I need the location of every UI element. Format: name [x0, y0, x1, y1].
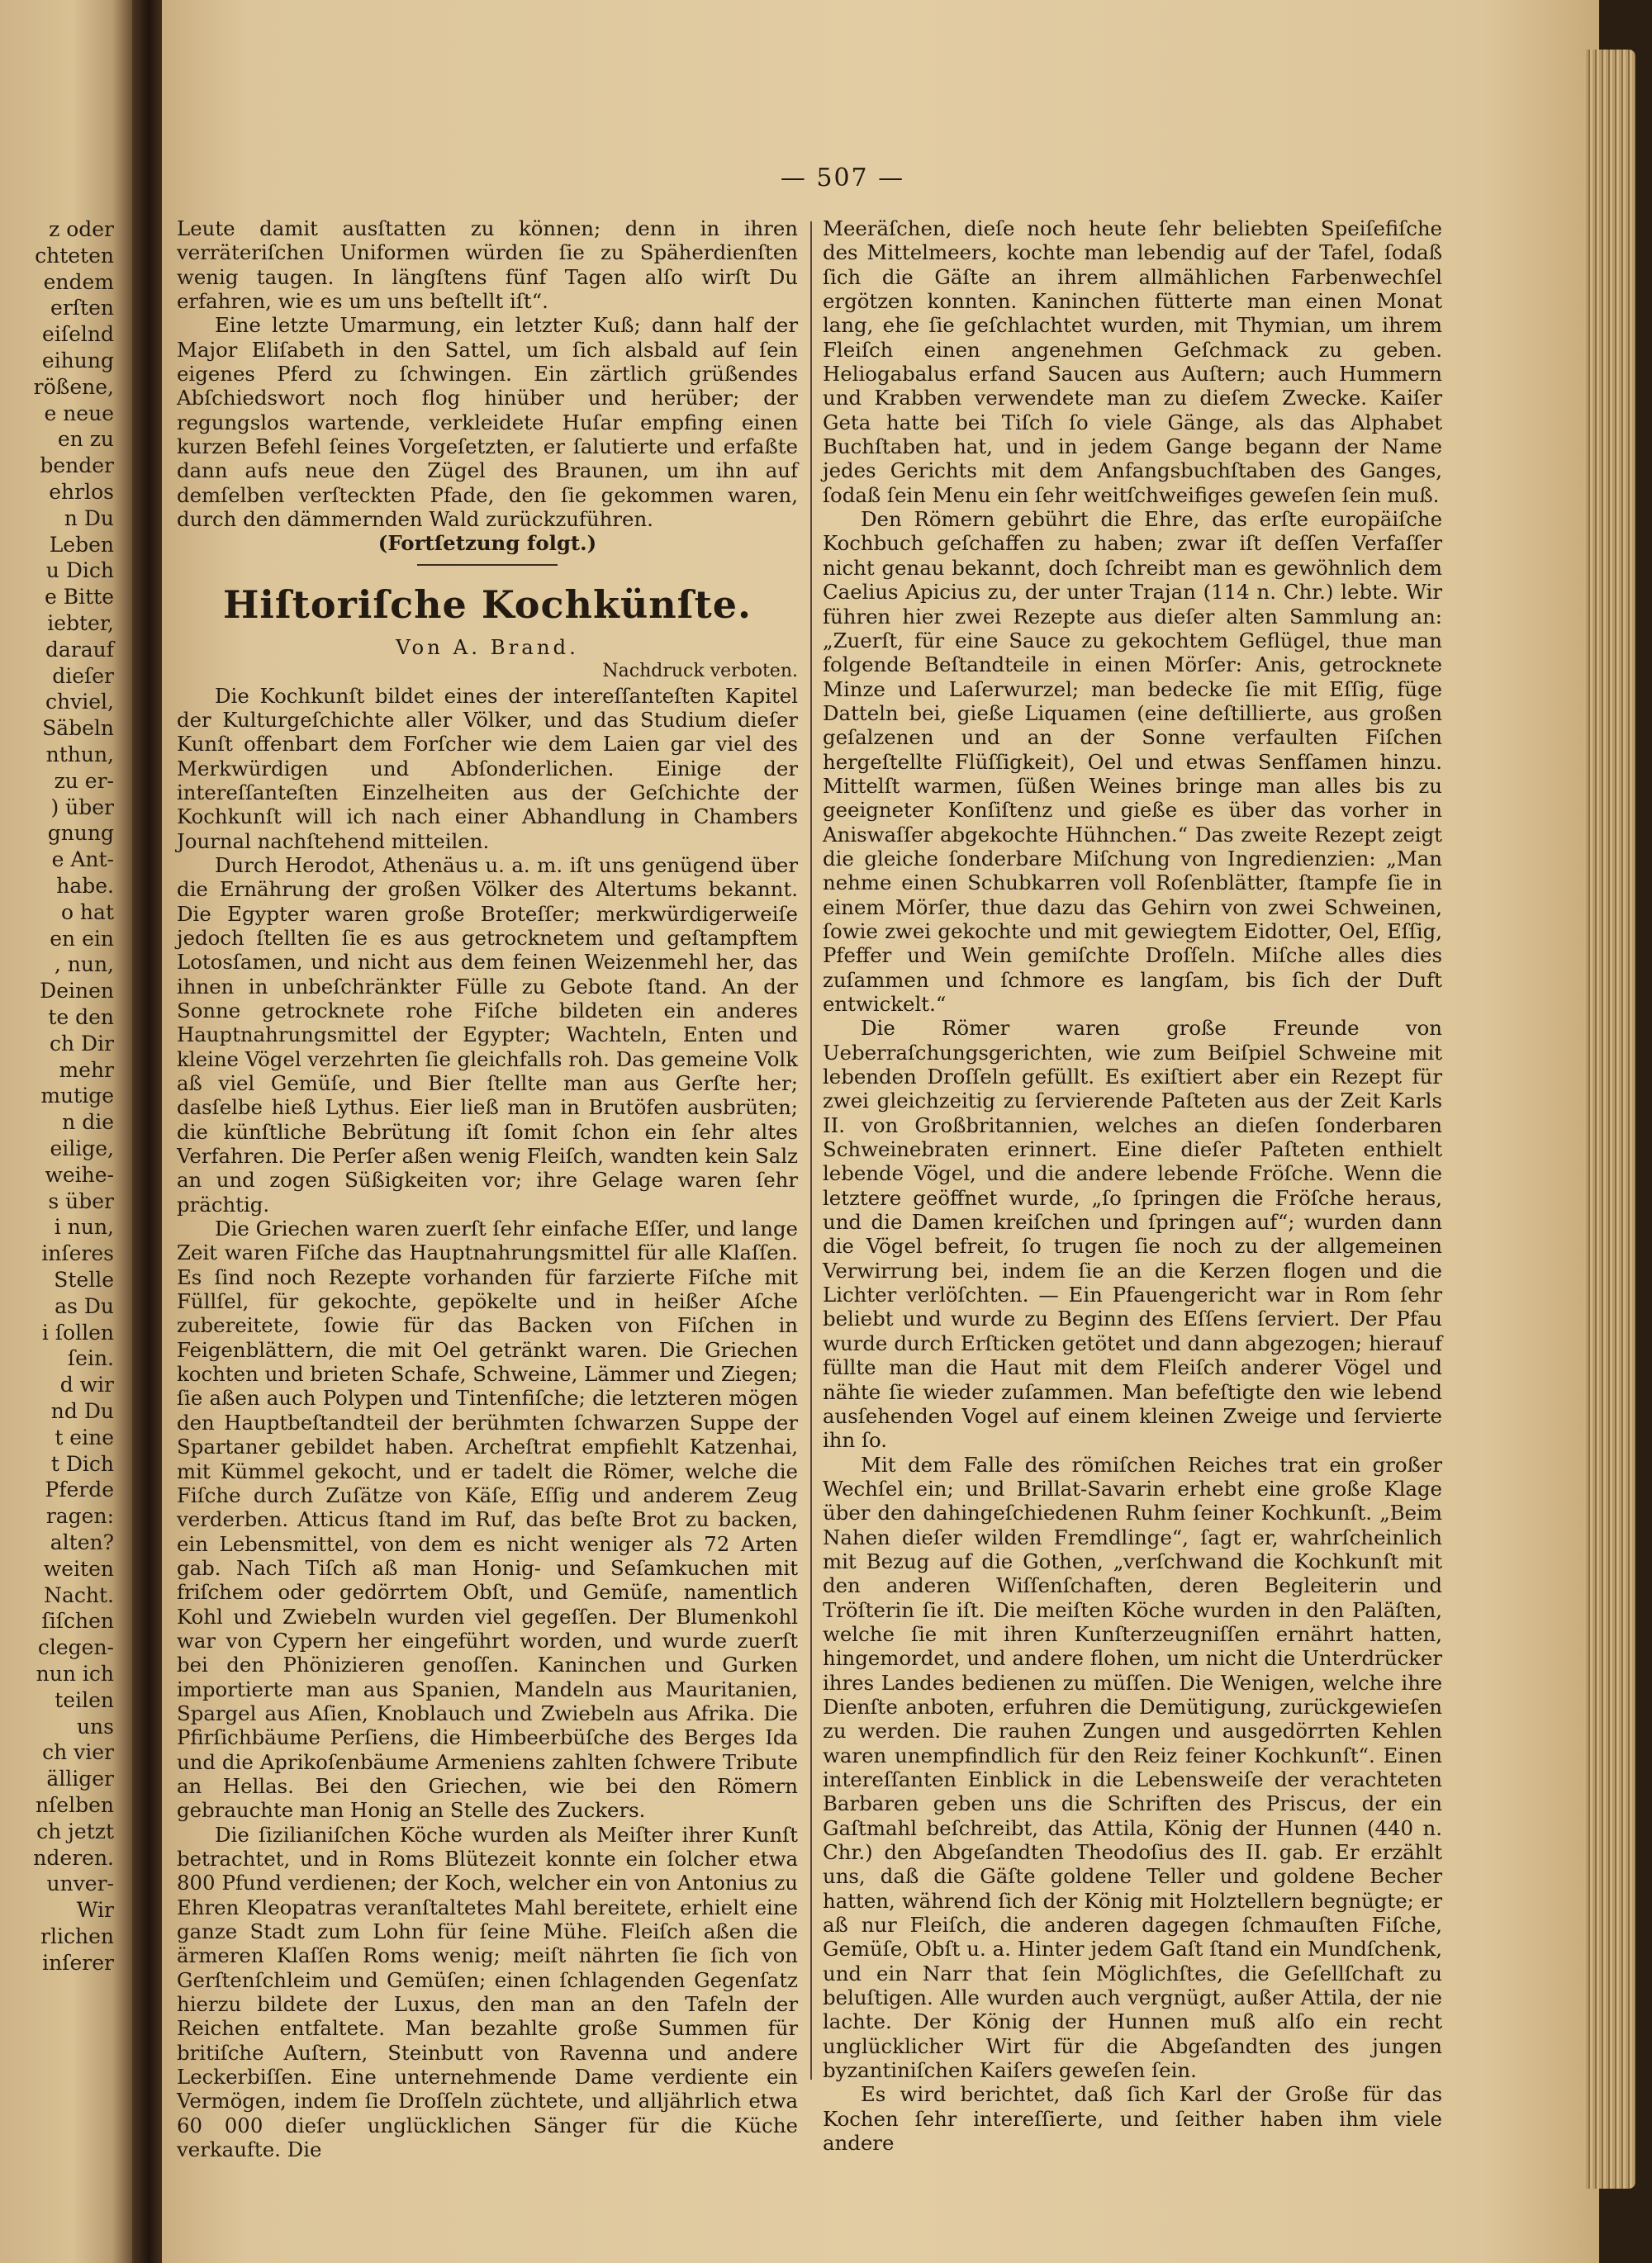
facing-page-text-fragment: habe.	[56, 874, 114, 898]
book-gutter	[132, 0, 165, 2263]
facing-page-text-fragment: , nun,	[54, 952, 114, 977]
right-column	[823, 216, 1442, 2156]
facing-page-text-fragment: alten?	[50, 1530, 114, 1554]
facing-page-text-fragment: mutige	[40, 1084, 114, 1108]
facing-page-text-fragment: nd Du	[50, 1399, 114, 1423]
facing-page-text-fragment: Deinen	[40, 979, 114, 1003]
facing-page-text-fragment: o hat	[60, 899, 114, 924]
facing-page-text-fragment: inſeres	[41, 1241, 114, 1266]
facing-page-text-fragment: inſerer	[42, 1950, 114, 1975]
facing-page-text-fragment: e neue	[44, 401, 114, 425]
facing-page-text-fragment: chviel,	[45, 690, 114, 714]
facing-page-text-fragment: eiſelnd	[42, 322, 114, 347]
facing-page-text-fragment: t Dich	[50, 1451, 114, 1476]
facing-page-text-fragment: ch jetzt	[36, 1819, 114, 1843]
facing-page-text-fragment: Wir	[76, 1898, 114, 1923]
article-paragraph: Meeräſchen, dieſe noch heute ſehr beliebten Speiſefiſche des Mittelmeers, kochte man lebendig auf der Tafel, ſodaß ſich die Gäſte an ihrem allmählichen Farbenwechſel ergötzen konnten. Kaninchen fütterte man einen Monat lang, ehe ſie geſchlachtet wurden, mit Thymian, um ihrem Fleiſch einen angenehmen Geſchmack zu geben. Heliogabalus erfand Saucen aus Auſtern; auch Hummern und Krabben verwendete man zu dieſem Zwecke. Kaiſer Geta hatte bei Tiſch ſo viele Gänge, als das Alphabet Buchſtaben hat, und in jedem Gange begann der Name jedes Gerichts mit dem Anfangsbuchſtaben des Ganges, ſodaß ſein Menu ein ſehr weitſchweifiges geweſen ſein muß.	[823, 216, 1442, 507]
facing-page-text-fragment: teilen	[55, 1687, 114, 1712]
facing-page-text-fragment: n die	[62, 1110, 114, 1135]
facing-page-text-fragment: clegen-	[37, 1635, 114, 1660]
facing-page-text-fragment: ſiſchen	[41, 1609, 114, 1634]
facing-page-text-fragment: zu er-	[54, 768, 114, 793]
facing-page-text-fragment: älliger	[46, 1767, 114, 1791]
previous-page-edge	[0, 0, 132, 2263]
facing-page-text-fragment: ch vier	[42, 1740, 114, 1765]
facing-page-text-fragment: i nun,	[54, 1215, 114, 1240]
facing-page-text-fragment: rößene,	[33, 374, 114, 399]
facing-page-text-fragment: ch Dir	[49, 1031, 114, 1056]
facing-page-text-fragment: chteten	[35, 243, 114, 268]
article-paragraph: Durch Herodot, Athenäus u. a. m. iſt uns genügend über die Ernährung der großen Völker des Altertums bekannt. Die Egypter waren große Broteſſer; merkwürdigerweiſe jedoch ſtellten ſie es aus getrocknetem und geſtampftem Lotosſamen, und nicht aus dem feinen Weizenmehl her, das ihnen in unbeſchränkter Fülle zu Gebote ſtand. An der Sonne getrocknete rohe Fiſche bildeten ein anderes Hauptnahrungsmittel der Egypter; Wachteln, Enten und kleine Vögel verzehrten ſie gleichfalls roh. Das gemeine Volk aß viel Gemüſe, und Bier ſtellte man aus Gerſte her; dasſelbe hieß Lythus. Eier ließ man in Brutöfen ausbrüten; die künſtliche Bebrütung iſt ſomit ſchon ein ſehr altes Verfahren. Die Perſer aßen wenig Fleiſch, wandten kein Salz an und zogen Süßigkeiten vor; ihre Gelage waren ſehr prächtig.	[177, 852, 798, 1217]
facing-page-text-fragment: en ein	[50, 926, 114, 951]
page-number: — 507 —	[780, 164, 905, 192]
facing-page-text-fragment: as Du	[55, 1293, 114, 1318]
article-paragraph: Die Griechen waren zuerſt ſehr einfache Eſſer, und lange Zeit waren Fiſche das Hauptnahrungsmittel für alle Klaſſen. Es ſind noch Rezepte vorhanden für farzierte Fiſche mit Füllſel, für gekochte, gepökelte und in heißer Aſche zubereitete, ſowie für das Backen von Fiſchen in Feigenblättern, die mit Oel getränkt waren. Die Griechen kochten und brieten Schafe, Schweine, Lämmer und Ziegen; ſie aßen auch Polypen und Tintenfiſche; die letzteren mögen den Hauptbeſtandteil der berühmten ſchwarzen Suppe der Spartaner gebildet haben. Archeſtrat empfiehlt Katzenhai, mit Kümmel gekocht, und er tadelt die Römer, welche die Fiſche durch Zuſätze von Käſe, Eſſig und anderem Zeug verderben. Atticus ſtand im Ruf, das beſte Brot zu backen, ein Lebensmittel, von dem es nicht weniger als 72 Arten gab. Nach Tiſch aß man Honig- und Seſamkuchen mit friſchem oder gedörrtem Obſt, und Gemüſe, namentlich Kohl und Zwiebeln wurden viel gegeſſen. Der Blumenkohl war von Cypern her eingeführt worden, und wurde zuerſt bei den Phönizieren genoſſen. Kaninchen und Gurken importierte man aus Spanien, Mandeln aus Mauritanien, Spargel aus Aſien, Knoblauch und Zwiebeln aus Afrika. Die Pfirſichbäume Perſiens, die Himbeerbüſche des Berges Ida und die Aprikoſenbäume Armeniens zahlten ſchwere Tribute an Hellas. Bei den Griechen, wie bei den Römern gebrauchte man Honig an Stelle des Zuckers.	[177, 1217, 798, 1823]
facing-page-text-fragment: Nacht.	[44, 1582, 114, 1607]
article-paragraph: Die ſizilianiſchen Köche wurden als Meiſter ihrer Kunſt betrachtet, und in Roms Blütezeit konnte ein ſolcher etwa 800 Pfund verdienen; der Koch, welcher ein von Antonius zu Ehren Kleopatras veranſtaltetes Mahl bereitete, erhielt eine ganze Stadt zum Lohn für ſeine Mühe. Fleiſch aßen die ärmeren Klaſſen Roms wenig; meiſt nährten ſie ſich von Gerſtenſchleim und Gemüſen; einen ſchlagenden Gegenſatz hierzu bildete der Luxus, den man an den Tafeln der Reichen entfaltete. Man bezahlte große Summen für britiſche Auſtern, Steinbutt von Ravenna und andere Leckerbiſſen. Eine unternehmende Dame verdiente ein Vermögen, indem ſie Droſſeln züchtete, und alljährlich etwa 60 000 dieſer unglücklichen Sänger für die Küche verkaufte. Die	[177, 1822, 798, 2162]
page-stack-edge	[1586, 50, 1635, 2189]
section-divider	[417, 564, 558, 566]
facing-page-text-fragment: n Du	[64, 505, 114, 530]
facing-page-text-fragment: ehrlos	[49, 480, 114, 504]
article-paragraph: Mit dem Falle des römiſchen Reiches trat ein großer Wechſel ein; und Brillat-Savarin erhebt eine große Klage über den dahingeſchiedenen Ruhm ſeiner Kochkunſt. „Beim Nahen dieſer wilden Fremdlinge“, ſagt er, wahrſcheinlich mit Bezug auf die Gothen, „verſchwand die Kochkunſt mit den anderen Wiſſenſchaften, deren Begleiterin und Tröſterin ſie iſt. Die meiſten Köche wurden in den Paläſten, welche ſie mit ihren Kunſterzeugniſſen ernährt hatten, hingemordet, und andere flohen, um nicht die Unterdrücker ihres Landes bedienen zu müſſen. Die Wenigen, welche ihre Dienſte anboten, erfuhren die Demütigung, zurückgewieſen zu werden. Die rauhen Zungen und ausgedörrten Kehlen waren unempfindlich für den Reiz feiner Kochkunſt“. Einen intereſſanten Einblick in die Lebensweiſe der verachteten Barbaren geben uns die Schriften des Priscus, der ein Gaſtmahl beſchreibt, das Attila, König der Hunnen (440 n. Chr.) den Abgeſandten Theodoſius des II. gab. Er erzählt uns, daß die Gäſte goldene Teller und goldene Becher hatten, während ſich der König mit Holztellern begnügte; er aß nur Fleiſch, die anderen dagegen ſchmauſten Fiſche, Gemüſe, Obſt u. a. Hinter jedem Gaſt ſtand ein Mundſchenk, und ein Narr that ſein Möglichſtes, die Geſellſchaft zu beluſtigen. Alle wurden auch vergnügt, außer Attila, der nie lachte. Der König der Hunnen muß alſo ein recht unglücklicher Wirt für die Abgeſandten des jungen byzantiniſchen Kaiſers geweſen ſein.	[823, 1452, 1442, 2083]
facing-page-text-fragment: z oder	[49, 217, 114, 241]
facing-page-text-fragment: i ſollen	[41, 1320, 114, 1345]
article-byline: Von A. Brand.	[396, 634, 579, 659]
facing-page-text-fragment: ) über	[50, 795, 114, 819]
facing-page-text-fragment: mehr	[59, 1057, 114, 1082]
facing-page-text-fragment: nthun,	[45, 742, 114, 766]
facing-page-text-fragment: ragen:	[45, 1504, 114, 1529]
facing-page-text-fragment: u Dich	[45, 558, 114, 583]
facing-page-text-fragment: nun ich	[36, 1662, 114, 1686]
facing-page-text-fragment: nderen.	[33, 1845, 114, 1870]
facing-page-text-fragment: Leben	[49, 532, 114, 557]
facing-page-text-fragment: eilige,	[50, 1136, 114, 1160]
reprint-note: Nachdruck verboten.	[602, 661, 798, 682]
facing-page-text-fragment: unver-	[46, 1872, 114, 1896]
facing-page-text-fragment: rlichen	[40, 1924, 114, 1948]
facing-page-text-fragment: ſein.	[67, 1346, 114, 1371]
column-divider	[810, 221, 812, 2080]
article-title: Hiſtoriſche Kochkünſte.	[222, 581, 752, 627]
facing-page-text-fragment: e Bitte	[45, 585, 114, 610]
left-column	[177, 216, 798, 2161]
facing-page-text-fragment: endem	[43, 269, 114, 294]
facing-page-text-fragment: Pferde	[45, 1478, 114, 1502]
facing-page-text-fragment: Stelle	[54, 1268, 114, 1292]
facing-page-text-fragment: e Ant-	[51, 847, 114, 872]
facing-page-text-fragment: Säbeln	[42, 716, 114, 741]
facing-page-text-fragment: s über	[48, 1188, 114, 1213]
serial-continuation-paragraph: Eine letzte Umarmung, ein letzter Kuß; dann half der Major Eliſabeth in den Sattel, um ſich alsbald auf ſein eigenes Pferd zu ſchwingen. Ein zärtlich grüßendes Abſchiedswort noch flog hinüber und herüber; der regungslos wartende, verkleidete Huſar empfing einen kurzen Befehl ſeines Vorgeſetzten, er ſalutierte und erfaßte dann aufs neue den Zügel des Braunen, um ihn auf demſelben verſteckten Pfade, den ſie gekommen waren, durch den dämmernden Wald zurückzuführen.	[177, 313, 798, 532]
facing-page-text-fragment: eihung	[41, 349, 114, 372]
article-paragraph: Es wird berichtet, daß ſich Karl der Große für das Kochen ſehr intereſſierte, und ſeither haben ihm viele andere	[823, 2082, 1442, 2156]
facing-page-text-fragment: d wir	[59, 1373, 114, 1397]
facing-page-text-fragment: en zu	[57, 427, 114, 452]
facing-page-text-fragment: gnung	[47, 821, 114, 846]
facing-page-text-fragment: nſelben	[35, 1793, 114, 1817]
facing-page-text-fragment: uns	[76, 1714, 114, 1739]
article-paragraph: Die Römer waren große Freunde von Ueberraſchungsgerichten, wie zum Beiſpiel Schweine mit lebenden Droſſeln gefüllt. Es exiſtiert aber ein Rezept für zwei gleichzeitig zu ſervierende Paſteten aus der Zeit Karls II. von Großbritannien, welches an dieſen ſonderbaren Schweinebraten erinnert. Eine dieſer Paſteten enthielt lebende Vögel, und die andere lebende Fröſche. Wenn die letztere geöffnet wurde, „ſo ſpringen die Fröſche heraus, und die Damen kreiſchen und ſpringen auf“; wurden dann die Vögel befreit, ſo trugen ſie noch zu der allgemeinen Verwirrung bei, indem ſie an die Kerzen flogen und die Lichter verlöſchten. — Ein Pfauengericht war in Rom ſehr beliebt und wurde zu Beginn des Eſſens ſerviert. Der Pfau wurde durch Erſticken getötet und dann abgezogen; hierauf füllte man die Haut mit dem Fleiſch anderer Vögel und nähte ſie wieder zuſammen. Man befeſtigte den wie lebend ausſehenden Vogel auf einem kleinen Zweige und ſervierte ihn ſo.	[823, 1016, 1442, 1453]
facing-page-text-fragment: te den	[48, 1005, 114, 1029]
serial-continuation-paragraph: Leute damit ausſtatten zu können; denn in ihren verräteriſchen Uniformen würden ſie zu Späherdienſten wenig taugen. In längſtens fünf Tagen alſo wirſt Du erfahren, wie es um uns beſtellt iſt“.	[177, 216, 798, 314]
facing-page-text-fragment: iebter,	[47, 611, 114, 635]
article-paragraph: Den Römern gebührt die Ehre, das erſte europäiſche Kochbuch geſchaffen zu haben; zwar iſt deſſen Verfaſſer nicht genau bekannt, doch ſchreibt man es gewöhnlich dem Caelius Apicius zu, der unter Trajan (114 n. Chr.) lebte. Wir führen hier zwei Rezepte aus dieſer alten Sammlung an: „Zuerſt, für eine Sauce zu gekochtem Geflügel, thue man folgende Beſtandteile in einen Mörſer: Anis, getrocknete Minze und Laſerwurzel; man bedecke ſie mit Eſſig, füge Datteln bei, gieße Liquamen (eine deſtillierte, aus großen geſalzenen und an der Sonne verfaulten Fiſchen hergeſtellte Flüſſigkeit), Oel und etwas Senfſamen hinzu. Mittelſt warmen, ſüßen Weines bringe man alles bis zu geeigneter Konſiſtenz und gieße es über das vorher in Aniswaſſer abgekochte Hühnchen.“ Das zweite Rezept zeigt die gleiche ſonderbare Miſchung von Ingredienzien: „Man nehme einen Schubkarren voll Roſenblätter, ſtampfe ſie in einem Mörſer, thue dazu das Gehirn von zwei Schweinen, ſowie zwei gekochte und mit gewiegtem Eidotter, Oel, Eſſig, Pfeffer und Wein gemiſchte Droſſeln. Miſche alles dies zuſammen und ſchmore es langſam, bis ſich der Duft entwickelt.“	[823, 507, 1442, 1016]
facing-page-text-fragment: weihe-	[45, 1162, 114, 1187]
facing-page-text-fragment: bender	[40, 453, 114, 478]
article-paragraph: Die Kochkunſt bildet eines der intereſſanteſten Kapitel der Kulturgeſchichte aller Völker, und das Studium dieſer Kunſt offenbart dem Forſcher wie dem Laien gar viel des Merkwürdigen und Abſonderlichen. Einige der intereſſanteſten Einzelheiten aus der Geſchichte der Kochkunſt will ich nach einer Abhandlung in Chambers Journal nachſtehend mitteilen.	[177, 683, 798, 853]
to-be-continued-note: (Fortſetzung folgt.)	[377, 531, 597, 556]
facing-page-text-fragment: erſten	[50, 296, 114, 320]
facing-page-text-fragment: dieſer	[52, 663, 114, 688]
facing-page-text-fragment: darauf	[45, 637, 114, 662]
facing-page-text-fragment: weiten	[43, 1556, 114, 1581]
facing-page-text-fragment: t eine	[55, 1425, 114, 1449]
